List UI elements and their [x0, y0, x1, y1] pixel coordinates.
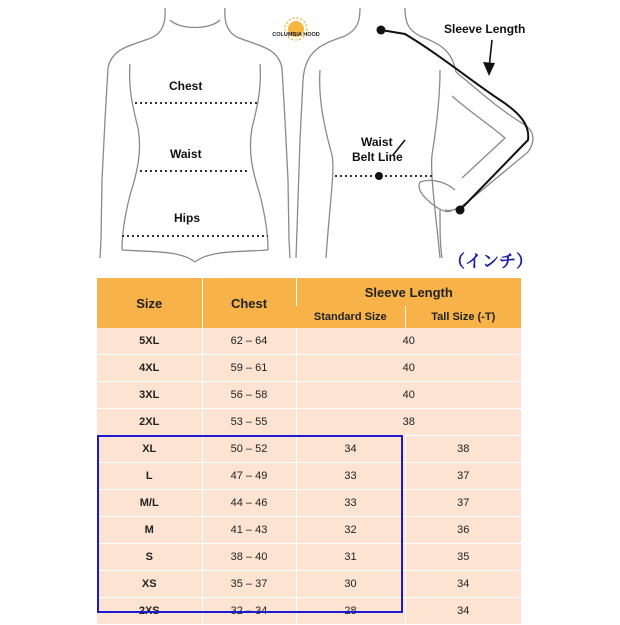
sleeve-cell: 40 — [296, 382, 521, 409]
size-cell: XL — [97, 436, 202, 463]
size-cell: 3XL — [97, 382, 202, 409]
chest-cell: 41 – 43 — [202, 517, 296, 544]
chest-cell: 38 – 40 — [202, 544, 296, 571]
brand-logo — [272, 18, 319, 40]
tall-sleeve-cell: 37 — [405, 463, 521, 490]
table-row — [97, 355, 521, 382]
sleeve-cell: 40 — [296, 328, 521, 355]
table-row — [97, 490, 521, 517]
table-row — [97, 328, 521, 355]
tall-sleeve-cell: 38 — [405, 436, 521, 463]
size-cell: 4XL — [97, 355, 202, 382]
chest-cell: 35 – 37 — [202, 571, 296, 598]
table-row — [97, 409, 521, 436]
standard-size-header: Standard Size — [296, 306, 405, 328]
standard-sleeve-cell: 32 — [296, 517, 405, 544]
size-cell: M — [97, 517, 202, 544]
table-row — [97, 436, 521, 463]
sleeve-length-header: Sleeve Length — [296, 278, 521, 306]
chest-cell: 56 – 58 — [202, 382, 296, 409]
brand-logo-text: COLUMBIA HOOD — [272, 32, 320, 38]
size-cell: L — [97, 463, 202, 490]
standard-sleeve-cell: 34 — [296, 436, 405, 463]
table-row — [97, 517, 521, 544]
sleeve-start-dot — [377, 26, 386, 35]
standard-sleeve-cell: 33 — [296, 490, 405, 517]
tall-sleeve-cell: 34 — [405, 598, 521, 625]
table-row — [97, 571, 521, 598]
table-row — [97, 544, 521, 571]
size-cell: S — [97, 544, 202, 571]
size-cell: M/L — [97, 490, 202, 517]
size-header: Size — [97, 278, 202, 328]
standard-sleeve-cell: 31 — [296, 544, 405, 571]
chest-cell: 59 – 61 — [202, 355, 296, 382]
chest-cell: 62 – 64 — [202, 328, 296, 355]
chest-cell: 44 – 46 — [202, 490, 296, 517]
chest-header: Chest — [202, 278, 296, 328]
chest-cell: 47 – 49 — [202, 463, 296, 490]
body-measurement-illustration — [0, 0, 620, 270]
chest-label: Chest — [169, 79, 203, 93]
size-chart-table — [97, 278, 521, 625]
waist-label: Waist — [170, 147, 202, 161]
sleeve-cell: 38 — [296, 409, 521, 436]
sleeve-length-label: Sleeve Length — [444, 22, 526, 36]
sleeve-cell: 40 — [296, 355, 521, 382]
table-row — [97, 463, 521, 490]
table-row — [97, 598, 521, 625]
size-cell: 2XS — [97, 598, 202, 625]
figure-labels — [169, 22, 525, 225]
hips-label: Hips — [174, 211, 201, 225]
standard-sleeve-cell: 30 — [296, 571, 405, 598]
tall-sleeve-cell: 37 — [405, 490, 521, 517]
standard-sleeve-cell: 28 — [296, 598, 405, 625]
back-body-figure — [296, 8, 533, 258]
size-cell: 2XL — [97, 409, 202, 436]
belt-line-dot — [375, 172, 383, 180]
chest-cell: 50 – 52 — [202, 436, 296, 463]
tall-sleeve-cell: 34 — [405, 571, 521, 598]
table-row — [97, 382, 521, 409]
tall-sleeve-cell: 35 — [405, 544, 521, 571]
size-cell: XS — [97, 571, 202, 598]
sleeve-end-dot — [456, 206, 465, 215]
waist-belt-label-1: Waist — [361, 135, 393, 149]
chest-cell: 53 – 55 — [202, 409, 296, 436]
sleeve-length-line — [381, 30, 528, 210]
measurement-lines — [122, 26, 528, 237]
tall-size-header: Tall Size (-T) — [405, 306, 521, 328]
waist-belt-label-2: Belt Line — [352, 150, 403, 164]
standard-sleeve-cell: 33 — [296, 463, 405, 490]
sleeve-arrow-head — [483, 62, 495, 76]
tall-sleeve-cell: 36 — [405, 517, 521, 544]
chest-cell: 32 – 34 — [202, 598, 296, 625]
size-cell: 5XL — [97, 328, 202, 355]
unit-label: （インチ） — [448, 252, 533, 272]
